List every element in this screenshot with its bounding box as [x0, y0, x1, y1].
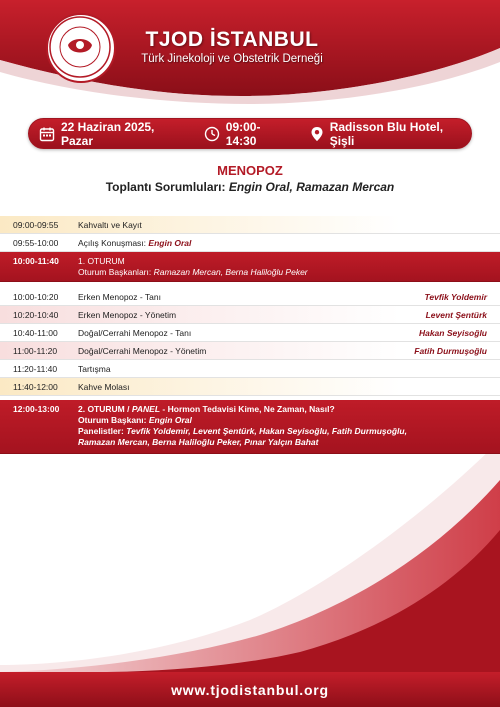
opening-speaker: Engin Oral [148, 237, 192, 248]
row-time: 10:20-10:40 [13, 309, 59, 320]
calendar-icon [39, 126, 55, 142]
row-title: Kahvaltı ve Kayıt [78, 219, 142, 230]
row-speaker: Tevfik Yoldemir [424, 291, 487, 302]
tjod-logo [46, 13, 116, 83]
session-1-chairs: Oturum Başkanları: Ramazan Mercan, Berna Haliloğlu Peker [78, 267, 308, 277]
opening-label: Açılış Konuşması: [78, 237, 147, 248]
event-date: 22 Haziran 2025, Pazar [61, 119, 155, 148]
schedule-row [0, 324, 500, 342]
row-title: Erken Menopoz - Yönetim [78, 309, 177, 320]
session-2-title: 2. OTURUM / PANEL - Hormon Tedavisi Kime, Ne Zaman, Nasıl? [78, 404, 335, 414]
schedule-row [0, 288, 500, 306]
row-speaker: Fatih Durmuşoğlu [414, 345, 487, 356]
background-swoosh [0, 440, 500, 672]
brand-block [132, 28, 332, 65]
session-2-panelists-cont: Ramazan Mercan, Berna Haliloğlu Peker, Pınar Yalçın Bahat [78, 437, 319, 447]
event-organizers [0, 180, 500, 194]
row-time: 11:20-11:40 [13, 363, 58, 374]
footer-bar [0, 672, 500, 707]
header [0, 0, 500, 105]
org-title: TJOD İSTANBUL [145, 28, 319, 51]
row-time: 09:55-10:00 [13, 237, 59, 248]
row-time: 11:00-11:20 [13, 345, 58, 356]
event-time: 09:00-14:30 [225, 119, 261, 148]
row-time: 09:00-09:55 [13, 219, 59, 230]
row-time: 11:40-12:00 [13, 381, 58, 392]
session-1-title: 1. OTURUM [78, 256, 125, 266]
session-2-details [78, 400, 500, 448]
event-venue: Radisson Blu Hotel, Şişli [329, 119, 444, 148]
row-time: 10:00-11:40 [13, 256, 59, 266]
event-title: MENOPOZ [217, 163, 283, 178]
row-title: Kahve Molası [78, 381, 130, 392]
row-speaker: Levent Şentürk [425, 309, 487, 320]
organizers-names: Engin Oral, Ramazan Mercan [228, 180, 395, 194]
event-info-bar [28, 118, 472, 149]
schedule-row [0, 360, 500, 378]
schedule-row [0, 234, 500, 252]
row-time: 10:00-10:20 [13, 291, 59, 302]
row-time: 10:40-11:00 [13, 327, 58, 338]
org-subtitle: Türk Jinekoloji ve Obstetrik Derneği [141, 53, 323, 65]
row-speaker: Hakan Seyisoğlu [418, 327, 487, 338]
row-title [78, 238, 500, 248]
row-time: 12:00-13:00 [13, 404, 60, 414]
schedule-table [0, 216, 500, 454]
session-1-details [78, 252, 500, 278]
clock-icon [204, 126, 220, 142]
website-link[interactable]: www.tjodistanbul.org [171, 681, 329, 698]
schedule-row [0, 378, 500, 396]
location-pin-icon [310, 126, 324, 142]
organizers-label: Toplantı Sorumluları: [105, 180, 226, 194]
session-2-panelists: Panelistler: Tevfik Yoldemir, Levent Şentürk, Hakan Seyisoğlu, Fatih Durmuşoğlu, [78, 426, 407, 436]
schedule-row [0, 216, 500, 234]
session-2-chair: Oturum Başkanı: Engin Oral [78, 415, 192, 425]
session-1-row [0, 252, 500, 282]
schedule-row [0, 306, 500, 324]
session-2-row [0, 400, 500, 454]
row-title: Tartışma [78, 363, 111, 374]
row-title: Doğal/Cerrahi Menopoz - Yönetim [78, 345, 207, 356]
row-title: Doğal/Cerrahi Menopoz - Tanı [78, 327, 192, 338]
row-title: Erken Menopoz - Tanı [78, 291, 161, 302]
schedule-row [0, 342, 500, 360]
